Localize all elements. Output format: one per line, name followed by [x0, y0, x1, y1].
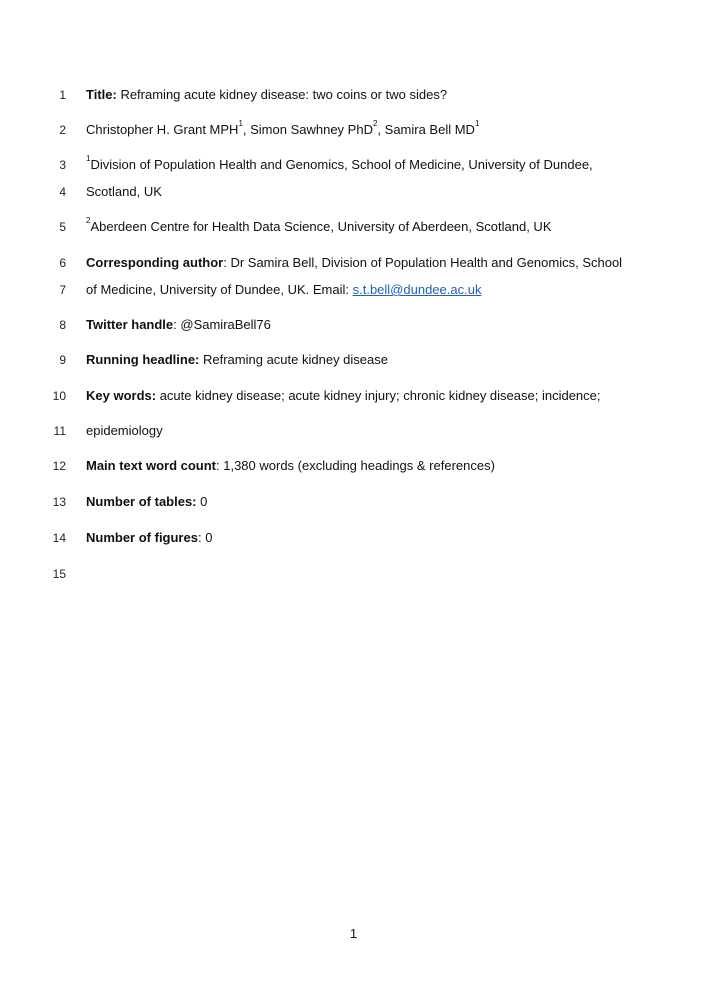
key-words-label: Key words: [86, 388, 157, 403]
number-of-tables-value: 0 [196, 494, 208, 509]
authors-line [86, 120, 479, 140]
page-number: 1 [349, 926, 358, 941]
manuscript-line-6 [0, 253, 707, 273]
line-number: 13 [52, 495, 66, 509]
word-count-label: Main text word count [86, 458, 216, 473]
line-number: 15 [52, 567, 66, 581]
running-headline-text: Reframing acute kidney disease [199, 352, 388, 367]
title-text: Reframing acute kidney disease: two coins or two sides? [116, 87, 448, 102]
manuscript-line-2 [0, 120, 707, 140]
author-3: , Samira Bell MD [377, 122, 475, 137]
number-of-figures-label: Number of figures [86, 530, 198, 545]
manuscript-line-11 [0, 421, 707, 441]
line-number: 12 [52, 459, 66, 473]
email-link[interactable]: s.t.bell@dundee.ac.uk [352, 282, 482, 297]
line-number: 10 [52, 389, 66, 403]
line-number: 5 [59, 220, 66, 234]
manuscript-line-8 [0, 315, 707, 335]
word-count [86, 456, 495, 476]
key-words-text: acute kidney disease; acute kidney injury; chronic kidney disease; incidence; [156, 388, 601, 403]
manuscript-line-13 [0, 492, 707, 512]
author-3-affiliation: 1 [474, 119, 480, 128]
number-of-figures-value: : 0 [197, 530, 213, 545]
author-1-affiliation: 1 [238, 119, 243, 128]
corresponding-author-label: Corresponding author [86, 255, 224, 270]
line-number: 3 [59, 158, 66, 172]
manuscript-line-9 [0, 350, 707, 370]
twitter-handle-text: : @SamiraBell76 [173, 317, 271, 332]
line-number: 2 [59, 123, 66, 137]
manuscript-line-7 [0, 280, 707, 300]
line-number: 7 [59, 283, 66, 297]
line-number: 11 [53, 424, 66, 438]
line-number: 4 [59, 185, 66, 199]
title-label: Title: [86, 87, 117, 102]
corresponding-author [86, 253, 622, 273]
twitter-handle [86, 315, 271, 335]
affiliation-1 [86, 155, 593, 175]
line-number: 1 [59, 88, 66, 102]
corresponding-author-continued-text: of Medicine, University of Dundee, UK. Email: [86, 282, 353, 297]
author-1: Christopher H. Grant MPH [86, 122, 239, 137]
running-headline-label: Running headline: [86, 352, 200, 367]
manuscript-line-12 [0, 456, 707, 476]
affiliation-2-text: Aberdeen Centre for Health Data Science, University of Aberdeen, Scotland, UK [90, 219, 552, 234]
manuscript-line-3 [0, 155, 707, 175]
number-of-figures [86, 528, 212, 548]
affiliation-1-marker: 1 [86, 154, 91, 163]
affiliation-2 [86, 217, 551, 237]
line-number: 8 [59, 318, 66, 332]
word-count-text: : 1,380 words (excluding headings & references) [216, 458, 495, 473]
line-number: 14 [52, 531, 66, 545]
affiliation-1-text: Division of Population Health and Genomics, School of Medicine, University of Dundee, [90, 157, 593, 172]
corresponding-author-continued [86, 280, 481, 300]
manuscript-line-15 [0, 564, 707, 584]
key-words [86, 386, 601, 406]
manuscript-line-4 [0, 182, 707, 202]
manuscript-line-10 [0, 386, 707, 406]
corresponding-author-text: : Dr Samira Bell, Division of Population Health and Genomics, School [223, 255, 623, 270]
line-number: 9 [59, 353, 66, 367]
twitter-handle-label: Twitter handle [86, 317, 174, 332]
author-2: , Simon Sawhney PhD [242, 122, 373, 137]
key-words-continued: epidemiology [86, 423, 163, 438]
affiliation-1-continued: Scotland, UK [86, 184, 162, 199]
line-number: 6 [59, 256, 66, 270]
number-of-tables [86, 492, 207, 512]
running-headline [86, 350, 388, 370]
manuscript-line-5 [0, 217, 707, 237]
affiliation-2-marker: 2 [86, 216, 91, 225]
author-2-affiliation: 2 [372, 119, 378, 128]
number-of-tables-label: Number of tables: [86, 494, 197, 509]
title-line [86, 85, 447, 105]
manuscript-line-1 [0, 85, 707, 105]
manuscript-line-14 [0, 528, 707, 548]
